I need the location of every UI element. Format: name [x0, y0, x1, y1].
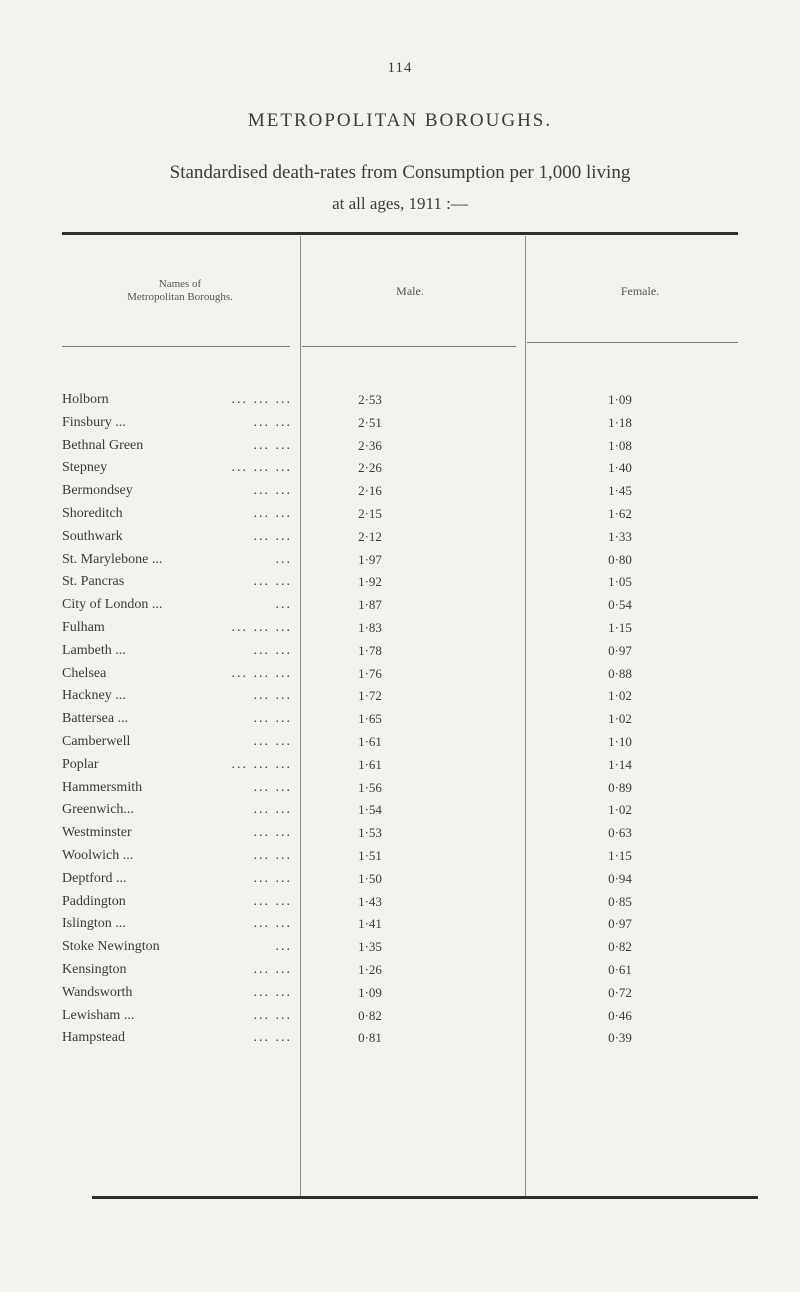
borough-name: Lambeth ...	[62, 642, 126, 658]
male-rate: 1·65	[358, 711, 382, 727]
female-rate: 0·82	[608, 939, 632, 955]
borough-name: Hackney ...	[62, 688, 126, 704]
leader-dots: ... ...	[253, 642, 292, 658]
leader-dots: ... ...	[253, 916, 292, 932]
leader-dots: ... ...	[253, 893, 292, 909]
female-rate: 0·94	[608, 870, 632, 886]
leader-dots: ... ...	[253, 505, 292, 521]
table-row	[0, 460, 800, 483]
borough-name: Battersea ...	[62, 711, 129, 727]
female-rate: 0·39	[608, 1030, 632, 1046]
male-rate: 1·78	[358, 642, 382, 658]
male-rate: 0·82	[358, 1007, 382, 1023]
leader-dots: ... ...	[253, 825, 292, 841]
male-rate: 2·12	[358, 528, 382, 544]
table-row	[0, 574, 800, 597]
male-rate: 1·61	[358, 733, 382, 749]
table-row	[0, 734, 800, 757]
borough-name: Bethnal Green	[62, 437, 144, 453]
leader-dots: ... ... ...	[231, 619, 292, 635]
female-rate: 1·02	[608, 688, 632, 704]
borough-name: City of London ...	[62, 597, 163, 613]
column-header-names-line2: Metropolitan Boroughs.	[127, 291, 233, 303]
female-rate: 1·02	[608, 802, 632, 818]
header-rule-female	[527, 342, 738, 343]
leader-dots: ...	[275, 597, 292, 613]
female-rate: 1·45	[608, 483, 632, 499]
table-row	[0, 620, 800, 643]
header-rule-names	[62, 346, 290, 347]
borough-name: St. Marylebone ...	[62, 551, 163, 567]
table-caption-line1: Standardised death-rates from Consumption per 1,000 living	[169, 162, 631, 183]
male-rate: 1·41	[358, 916, 382, 932]
borough-name: Stoke Newington	[62, 939, 160, 955]
male-rate: 2·16	[358, 483, 382, 499]
male-rate: 0·81	[358, 1030, 382, 1046]
male-rate: 2·36	[358, 437, 382, 453]
table-row	[0, 552, 800, 575]
borough-name: Stepney	[62, 460, 108, 476]
leader-dots: ... ...	[253, 802, 292, 818]
leader-dots: ... ...	[253, 574, 292, 590]
borough-name: St. Pancras	[62, 574, 125, 590]
table-row	[0, 757, 800, 780]
female-rate: 1·18	[608, 414, 632, 430]
male-rate: 1·26	[358, 961, 382, 977]
table-row	[0, 894, 800, 917]
male-rate: 1·43	[358, 893, 382, 909]
borough-name: Westminster	[62, 825, 132, 841]
table-row	[0, 962, 800, 985]
male-rate: 1·09	[358, 984, 382, 1000]
female-rate: 0·88	[608, 665, 632, 681]
column-header-names	[70, 278, 290, 304]
male-rate: 1·87	[358, 597, 382, 613]
leader-dots: ... ...	[253, 847, 292, 863]
leader-dots: ... ... ...	[231, 756, 292, 772]
table-row	[0, 1008, 800, 1031]
table-row	[0, 825, 800, 848]
leader-dots: ... ...	[253, 1030, 292, 1046]
female-rate: 1·08	[608, 437, 632, 453]
female-rate: 0·72	[608, 984, 632, 1000]
table-row	[0, 506, 800, 529]
table-row	[0, 438, 800, 461]
leader-dots: ... ...	[253, 733, 292, 749]
leader-dots: ...	[275, 939, 292, 955]
female-rate: 1·33	[608, 528, 632, 544]
table-caption-line2: at all ages, 1911 :—	[332, 194, 468, 213]
female-rate: 0·80	[608, 551, 632, 567]
leader-dots: ... ...	[253, 1007, 292, 1023]
table-row	[0, 483, 800, 506]
male-rate: 2·26	[358, 460, 382, 476]
male-rate: 1·72	[358, 688, 382, 704]
table-row	[0, 711, 800, 734]
borough-name: Finsbury ...	[62, 414, 126, 430]
male-rate: 1·51	[358, 847, 382, 863]
leader-dots: ... ...	[253, 688, 292, 704]
male-rate: 1·56	[358, 779, 382, 795]
table-row	[0, 643, 800, 666]
borough-name: Kensington	[62, 961, 127, 977]
male-rate: 1·76	[358, 665, 382, 681]
female-rate: 0·85	[608, 893, 632, 909]
leader-dots: ... ...	[253, 414, 292, 430]
borough-name: Islington ...	[62, 916, 126, 932]
male-rate: 2·15	[358, 505, 382, 521]
male-rate: 1·83	[358, 619, 382, 635]
leader-dots: ... ...	[253, 984, 292, 1000]
table-row	[0, 802, 800, 825]
female-rate: 1·14	[608, 756, 632, 772]
borough-name: Greenwich...	[62, 802, 134, 818]
borough-name: Camberwell	[62, 733, 131, 749]
female-rate: 1·15	[608, 847, 632, 863]
leader-dots: ... ... ...	[231, 392, 292, 407]
female-rate: 1·10	[608, 733, 632, 749]
leader-dots: ... ... ...	[231, 460, 292, 476]
table-bottom-rule	[92, 1196, 758, 1199]
leader-dots: ... ...	[253, 483, 292, 499]
male-rate: 1·92	[358, 574, 382, 590]
page-number: 114	[387, 60, 413, 76]
leader-dots: ... ...	[253, 437, 292, 453]
page-heading: METROPOLITAN BOROUGHS.	[247, 110, 553, 131]
borough-name: Hammersmith	[62, 779, 143, 795]
table-row	[0, 688, 800, 711]
table-row	[0, 666, 800, 689]
table-row	[0, 415, 800, 438]
table-body	[0, 392, 800, 1053]
female-rate: 1·05	[608, 574, 632, 590]
table-row	[0, 597, 800, 620]
female-rate: 1·62	[608, 505, 632, 521]
table-row	[0, 529, 800, 552]
male-rate: 1·97	[358, 551, 382, 567]
female-rate: 0·54	[608, 597, 632, 613]
table-row	[0, 780, 800, 803]
header-rule-male	[302, 346, 516, 347]
borough-name: Fulham	[62, 619, 105, 635]
female-rate: 0·61	[608, 961, 632, 977]
table-row	[0, 848, 800, 871]
borough-name: Hampstead	[62, 1030, 125, 1046]
borough-name: Southwark	[62, 528, 123, 544]
borough-name: Paddington	[62, 893, 126, 909]
column-header-male: Male.	[396, 284, 424, 298]
female-rate: 0·89	[608, 779, 632, 795]
borough-name: Holborn	[62, 392, 109, 407]
male-rate: 1·61	[358, 756, 382, 772]
female-rate: 0·63	[608, 825, 632, 841]
borough-name: Poplar	[62, 756, 99, 772]
female-rate: 0·46	[608, 1007, 632, 1023]
table-row	[0, 985, 800, 1008]
male-rate: 1·50	[358, 870, 382, 886]
table-row	[0, 392, 800, 415]
table-row	[0, 916, 800, 939]
female-rate: 0·97	[608, 916, 632, 932]
leader-dots: ... ...	[253, 779, 292, 795]
leader-dots: ... ...	[253, 870, 292, 886]
table-row	[0, 939, 800, 962]
leader-dots: ...	[275, 551, 292, 567]
column-header-names-line1: Names of	[158, 278, 202, 290]
leader-dots: ... ...	[253, 711, 292, 727]
leader-dots: ... ...	[253, 528, 292, 544]
leader-dots: ... ... ...	[231, 665, 292, 681]
table-row	[0, 871, 800, 894]
male-rate: 1·54	[358, 802, 382, 818]
female-rate: 1·09	[608, 392, 632, 407]
borough-name: Bermondsey	[62, 483, 133, 499]
female-rate: 1·40	[608, 460, 632, 476]
borough-name: Lewisham ...	[62, 1007, 135, 1023]
male-rate: 1·35	[358, 939, 382, 955]
male-rate: 1·53	[358, 825, 382, 841]
borough-name: Shoreditch	[62, 505, 123, 521]
borough-name: Deptford ...	[62, 870, 127, 886]
female-rate: 1·15	[608, 619, 632, 635]
female-rate: 1·02	[608, 711, 632, 727]
female-rate: 0·97	[608, 642, 632, 658]
borough-name: Woolwich ...	[62, 847, 134, 863]
male-rate: 2·53	[358, 392, 382, 407]
male-rate: 2·51	[358, 414, 382, 430]
table-top-rule	[62, 232, 738, 235]
leader-dots: ... ...	[253, 961, 292, 977]
table-row	[0, 1030, 800, 1053]
borough-name: Chelsea	[62, 665, 107, 681]
borough-name: Wandsworth	[62, 984, 133, 1000]
column-header-female: Female.	[620, 284, 660, 298]
